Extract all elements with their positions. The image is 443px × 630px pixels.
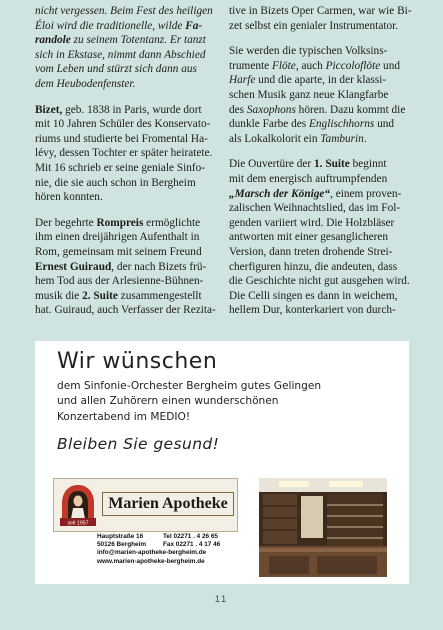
fax-number: Fax 02271 . 4 17 46	[163, 541, 221, 549]
ad-closing-line: Bleiben Sie gesund!	[57, 435, 220, 453]
left-text-column	[35, 4, 219, 318]
ad-body-text: dem Sinfonie-Orchester Bergheim gutes Gelingen und allen Zuhörern einen wunderschönen Konzertabend im MEDIO!	[57, 380, 322, 423]
madonna-seal-icon	[58, 483, 98, 527]
paragraph-instruments: Sie werden die typischen Volksins- trumente Flöte, auch Piccoloflöte und Harfe und die aparte, in der klassi- schen Musik ganz neue Klangfarbe des Saxophons hören. Dazu kommt die dunkle Farbe des Englischhorns und als Lokalkolorit ein Tamburin.	[229, 45, 406, 145]
paragraph-farandole: nicht vergessen. Beim Fest des heiligen Éloi wird die traditionelle, wilde Fa- randole zu seinem Totentanz. Er tanzt sich in Ekstase, nimmt dann Abschied vom Leben und stürzt sich dann aus dem Heubodenfenster.	[35, 5, 213, 90]
paragraph-carmen: tive in Bizets Oper Carmen, war wie Bi- zet selbst ein genialer Instrumentator.	[229, 5, 412, 32]
phone-number: Tel 02271 . 4 26 65	[163, 533, 218, 540]
ad-headline: Wir wünschen	[57, 349, 218, 374]
page-number: 11	[214, 594, 229, 604]
logo-since-text: seit 1957	[67, 520, 89, 527]
pharmacy-logo	[53, 478, 238, 532]
paragraph-ouverture: Die Ouvertüre der 1. Suite beginnt mit dem energisch auftrumpfenden „Marsch der Könige“, einem proven- zalischen Weihnachtslied, das im Fol- genden variiert wird. Die Holzbläser antworten mit einer gesanglicheren Version, dann treten drohende Strei- cherfiguren hinzu, die andeuten, dass die Geschichte nicht gut ausgehen wird. Die Celli singen es dann in weichem, hellem Dur, konterkariert von durch-	[229, 158, 410, 317]
pharmacy-name: Marien Apotheke	[102, 492, 234, 516]
website-url: www.marien-apotheke-bergheim.de	[97, 557, 205, 565]
address-street: Hauptstraße 16	[97, 533, 144, 540]
address-city: 50126 Bergheim	[97, 541, 147, 549]
right-text-column	[229, 4, 413, 318]
paragraph-rompreis: Der begehrte Rompreis ermöglichte ihm einen dreijährigen Aufenthalt in Rom, gemeinsam mit seinem Freund Ernest Guiraud, der nach Bizets frü- hem Tod aus der Arlesienne-Bühnen- musik die 2. Suite zusammengestellt hat. Guiraud, auch Verfasser der Rezita-	[35, 216, 216, 317]
pharmacy-interior-photo	[259, 478, 387, 577]
email-address: info@marien-apotheke-bergheim.de	[97, 549, 207, 557]
pharmacy-advertisement	[35, 341, 409, 584]
pharmacy-contact-block	[97, 533, 220, 566]
paragraph-bizet-bio: Bizet, geb. 1838 in Paris, wurde dort mit 10 Jahren Schüler des Konservato- riums und studierte bei Fromental Ha- lévy, dessen Tochter er später heiratete. Mit 16 schrieb er seine geniale Sinfo- nie, die sie auch schon in Bergheim hören konnten.	[35, 103, 213, 204]
